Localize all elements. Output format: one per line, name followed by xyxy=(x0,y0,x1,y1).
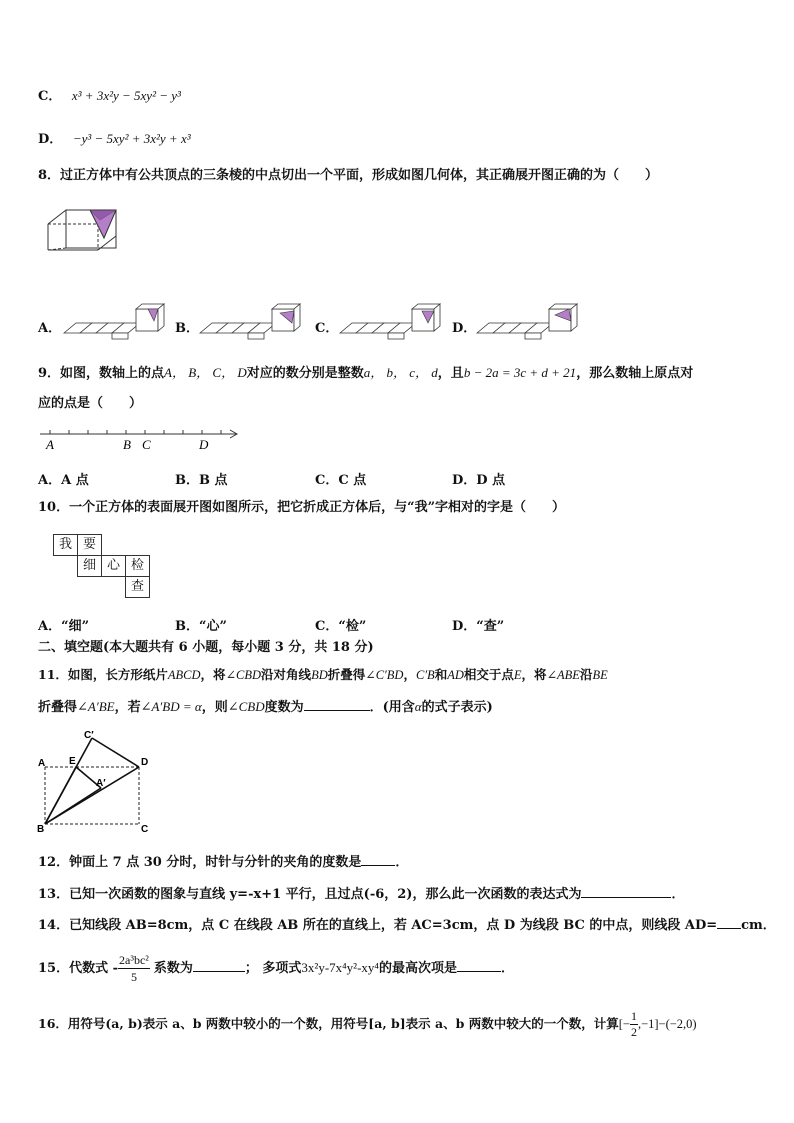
q9-text-mid: 对应的数分别是整数 xyxy=(246,366,364,381)
q11-alpha: α xyxy=(414,699,422,714)
q9-option-b: B．B 点 xyxy=(175,473,228,488)
q10-option-a: A．“细” xyxy=(38,619,90,634)
q7-option-c xyxy=(38,88,181,105)
q16-fraction xyxy=(630,1009,638,1040)
q11-t12: ，则 xyxy=(201,700,228,715)
q9-cond-prefix: ，且 xyxy=(437,366,464,381)
section-fill-in-title: 二、填空题(本大题共有 6 小题，每小题 3 分，共 18 分) xyxy=(38,640,374,655)
q11-answer-blank[interactable] xyxy=(304,698,370,711)
q9-question-line2: 应的点是（ ） xyxy=(38,396,143,411)
q11-angle-abe: ∠ABE xyxy=(546,668,580,682)
q16-frac-num: 1 xyxy=(630,1009,637,1023)
q16-question xyxy=(38,1008,697,1042)
q11-t10: 折叠得 xyxy=(38,700,78,715)
q11-fig-label-d: D xyxy=(141,757,149,768)
q11-t8: ，将 xyxy=(521,667,547,682)
q7-option-c-label: C． xyxy=(38,89,62,104)
q8-cube-figure xyxy=(44,206,124,252)
q8-option-d: D． xyxy=(452,321,477,336)
q9-text-suffix: ，那么数轴上原点对 xyxy=(576,366,694,381)
q10-option-b: B．“心” xyxy=(175,619,227,634)
net-cell-xi: 细 xyxy=(77,555,102,577)
q11-angle-cbd-2: ∠CBD xyxy=(227,699,265,714)
q15-mid: 系数为 xyxy=(153,961,193,976)
q8-option-b: B． xyxy=(175,321,199,336)
q15-fraction xyxy=(118,952,150,985)
q8-net-b xyxy=(198,303,308,341)
q16-expr-a: [− xyxy=(618,1017,630,1031)
q14-answer-blank[interactable] xyxy=(717,916,741,929)
q14-text: 14．已知线段 AB=8cm，点 C 在线段 AB 所在的直线上，若 AC=3cm，点 D 为线段 BC 的中点，则线段 AD= xyxy=(38,918,718,933)
q13-answer-blank[interactable] xyxy=(581,885,671,898)
q15-prefix: 15．代数式 - xyxy=(38,961,119,976)
q11-angle-apbe: ∠A′BE xyxy=(77,699,115,714)
q9-text-prefix: 9．如图，数轴上的点 xyxy=(38,366,165,381)
q11-fig-label-b: B xyxy=(37,824,45,835)
q12-end: ． xyxy=(395,855,409,870)
q11-t3: 沿对角线 xyxy=(261,667,312,682)
q7-option-c-expr: x³ + 3x²y − 5xy² − y³ xyxy=(71,88,181,103)
q15-question xyxy=(38,952,514,986)
q8-net-a xyxy=(62,303,172,341)
q9-number-line xyxy=(38,426,243,452)
q11-t11: ，若 xyxy=(114,700,141,715)
q10-option-c: C．“检” xyxy=(315,619,367,634)
q8-option-c: C． xyxy=(315,321,339,336)
q12-text: 12．钟面上 7 点 30 分时，时针与分针的夹角的度数是 xyxy=(38,855,362,870)
q11-cpb: C′B xyxy=(415,668,435,682)
q11-fig-label-e: E xyxy=(69,756,76,767)
q11-t6: 和 xyxy=(434,667,448,682)
q10-option-d: D．“查” xyxy=(452,619,505,634)
q14-question xyxy=(38,916,776,934)
q10-cube-net xyxy=(53,534,173,604)
q11-ad: AD xyxy=(447,668,464,682)
q9-condition: b − 2a = 3c + d + 21 xyxy=(463,365,577,380)
q11-bd: BD xyxy=(311,668,328,682)
q13-text: 13．已知一次函数的图象与直线 y=-x+1 平行，且过点(-6，2)，那么此一次函数的表达式为 xyxy=(38,887,582,902)
q8-net-d xyxy=(475,303,585,341)
q11-t2: ，将 xyxy=(200,667,226,682)
q9-axis-label-c: C xyxy=(142,437,151,452)
q11-t15: 的式子表示) xyxy=(421,700,493,715)
q15-polynomial: 3x²y-7x⁴y²-xy⁴ xyxy=(301,960,379,975)
q9-axis-label-d: D xyxy=(199,437,209,452)
q11-be: BE xyxy=(592,668,608,682)
q11-abcd: ABCD xyxy=(167,668,201,682)
q12-question xyxy=(38,853,408,871)
q11-condition: ∠A′BD = α xyxy=(140,699,202,714)
q11-t13: 度数为 xyxy=(264,700,304,715)
q8-net-c xyxy=(338,303,448,341)
q11-fig-label-cprime: C′ xyxy=(84,730,94,741)
q11-fig-label-a: A xyxy=(38,758,46,769)
q11-question-line2 xyxy=(38,698,493,716)
q11-point-e: E xyxy=(513,668,522,682)
q13-question xyxy=(38,885,684,903)
q15-coef-blank[interactable] xyxy=(193,959,245,972)
q15-end: ． xyxy=(500,961,514,976)
q11-angle-cbd: ∠CBD xyxy=(225,668,262,682)
q9-option-c: C．C 点 xyxy=(315,473,367,488)
q11-t14: ．(用含 xyxy=(369,700,415,715)
q9-axis-label-b: B xyxy=(123,437,131,452)
q9-option-d: D．D 点 xyxy=(452,473,506,488)
q11-t5: ， xyxy=(403,667,416,682)
q16-frac-den: 2 xyxy=(630,1025,637,1039)
net-cell-jian: 检 xyxy=(125,555,150,577)
q11-t7: 相交于点 xyxy=(463,667,514,682)
net-cell-yao: 要 xyxy=(77,534,102,556)
q11-fig-label-aprime: A′ xyxy=(96,778,106,789)
q11-t9: 沿 xyxy=(579,667,593,682)
q11-angle-cpbd: ∠C′BD xyxy=(365,668,404,682)
q16-text: 16．用符号(a, b)表示 a、b 两数中较小的一个数，用符号[a, b]表示 a、b 两数中较大的一个数，计算 xyxy=(38,1016,619,1031)
q16-expr-b: ,−1]−(−2,0) xyxy=(637,1017,697,1031)
q11-t4: 折叠得 xyxy=(327,667,366,682)
q9-option-a: A．A 点 xyxy=(38,473,89,488)
q8-option-a: A． xyxy=(38,321,62,336)
q14-end: cm． xyxy=(741,918,776,933)
q7-option-d-expr: −y³ − 5xy² + 3x²y + x³ xyxy=(72,131,191,146)
q11-folding-figure xyxy=(36,728,156,836)
q11-fig-label-c: C xyxy=(141,824,149,835)
q15-frac-den: 5 xyxy=(130,970,137,984)
q9-vars: a， b， c， d xyxy=(363,365,438,380)
q11-t1: 11．如图，长方形纸片 xyxy=(38,667,168,682)
q11-question-line1 xyxy=(38,667,608,683)
net-cell-wo: 我 xyxy=(53,534,78,556)
q10-question: 10．一个正方体的表面展开图如图所示，把它折成正方体后，与“我”字相对的字是（ ） xyxy=(38,500,566,515)
q15-suffix: 的最高次项是 xyxy=(378,961,457,976)
q15-term-blank[interactable] xyxy=(457,959,501,972)
net-cell-xin: 心 xyxy=(101,555,126,577)
q13-end: ． xyxy=(671,887,685,902)
q7-option-d-label: D． xyxy=(38,132,63,147)
q15-frac-num: 2a³bc² xyxy=(119,953,149,967)
q9-axis-label-a: A xyxy=(46,437,54,452)
q12-answer-blank[interactable] xyxy=(361,853,395,866)
q9-question-line1 xyxy=(38,365,693,382)
q15-mid2: ； 多项式 xyxy=(244,961,302,976)
q7-option-d xyxy=(38,131,191,148)
q8-question: 8．过正方体中有公共顶点的三条棱的中点切出一个平面，形成如图几何体，其正确展开图正确的为（ ） xyxy=(38,168,659,183)
net-cell-cha: 查 xyxy=(125,576,150,598)
q9-points: A， B， C， D xyxy=(164,365,247,380)
